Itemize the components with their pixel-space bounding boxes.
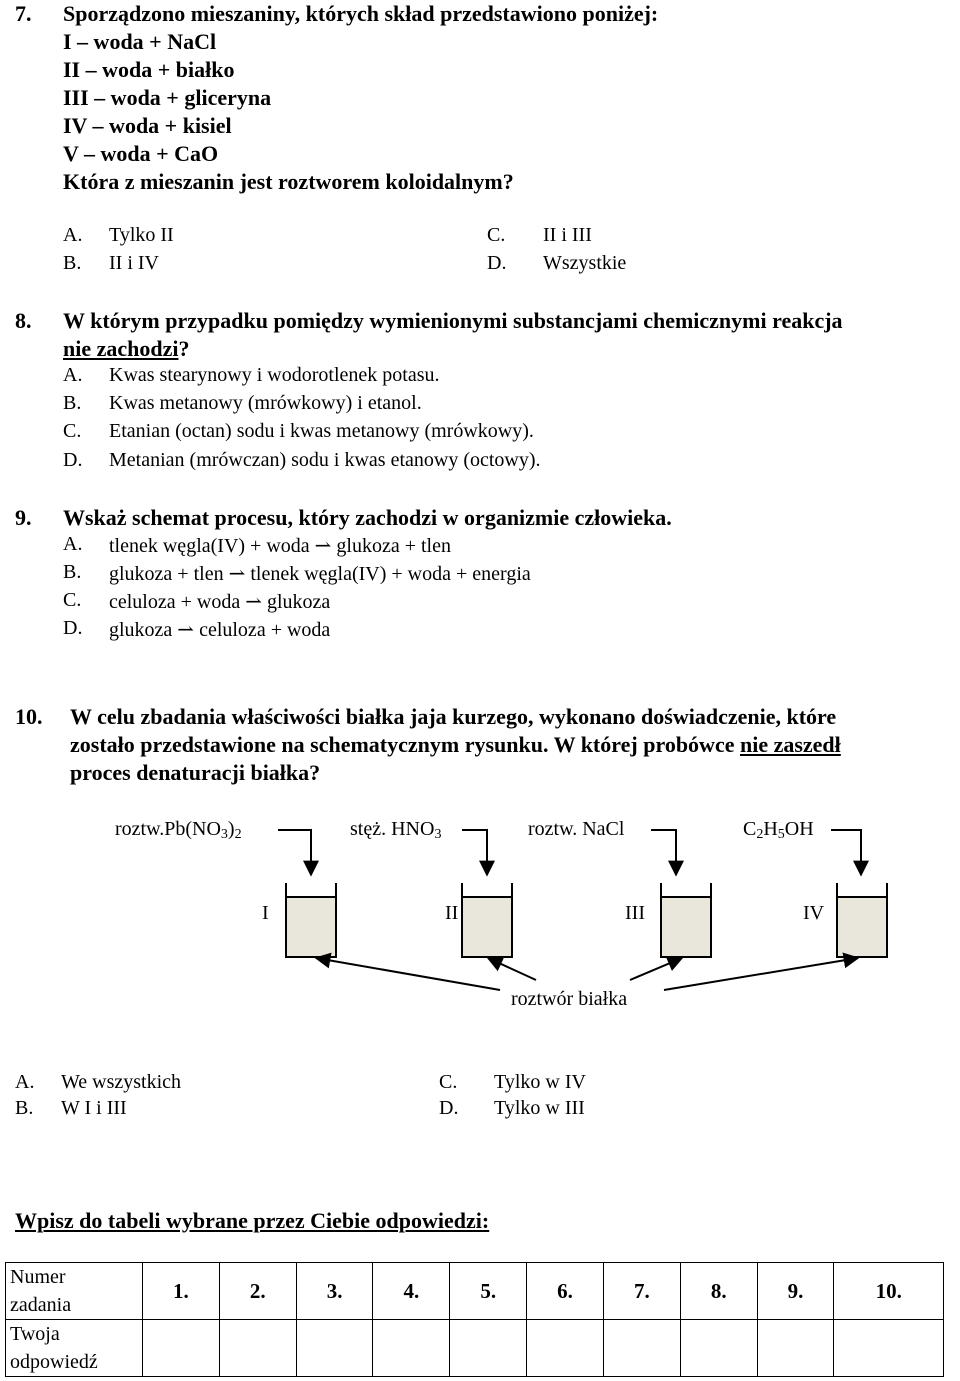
tube-label-1: I [262,902,269,924]
q8-option-letter: A. [63,364,83,386]
q7-mixture: III – woda + gliceryna [63,85,272,110]
q10-stem-line3: proces denaturacji białka? [70,760,321,785]
answer-cell[interactable] [296,1320,373,1377]
task-number-cell: 6. [527,1263,604,1320]
q9-stem: Wskaż schemat procesu, który zachodzi w organizmie człowieka. [63,505,672,530]
q10-option-letter: B. [15,1097,34,1119]
answer-cell[interactable] [143,1320,220,1377]
q8-option-text: Kwas metanowy (mrówkowy) i etanol. [109,392,422,414]
task-number-cell: 8. [680,1263,757,1320]
q10-option-text: Tylko w IV [494,1071,586,1093]
reagent-arrow-3 [651,830,676,875]
protein-arrow-3 [630,958,682,980]
q7-option-letter: B. [63,252,82,274]
test-tube-3 [661,897,711,957]
answer-cell[interactable] [527,1320,604,1377]
q7-mixture: V – woda + CaO [63,141,219,166]
answer-cell[interactable] [757,1320,834,1377]
table-row [6,1263,944,1320]
table-row [6,1320,944,1377]
q7-option-text: Tylko II [109,224,174,246]
answer-table-heading: Wpisz do tabeli wybrane przez Ciebie odpowiedzi: [15,1208,490,1233]
q7-stem: Sporządzono mieszaniny, których skład przedstawiono poniżej: [63,1,659,26]
tube-label-3: III [625,902,645,924]
tube-label-4: IV [803,902,825,924]
q9-option-text: glukoza + tlen ⇀ tlenek węgla(IV) + woda + energia [109,563,531,585]
q8-option-letter: B. [63,392,82,414]
task-number-cell: 3. [296,1263,373,1320]
reagent-arrow-2 [462,830,487,875]
q10-option-letter: A. [15,1071,35,1093]
protein-solution-label: roztwór białka [511,988,628,1010]
reagent-label-2: stęż. $HNO_3$ [350,818,442,842]
q10-option-letter: C. [439,1071,458,1093]
row-label-your-answer: Twoja odpowiedź [6,1320,143,1377]
q8-stem: W którym przypadku pomiędzy wymienionymi substancjami chemicznymi reakcja [63,308,843,333]
q9-option-letter: A. [63,533,83,555]
q7-option-text: II i III [543,224,592,246]
task-number-cell: 1. [143,1263,220,1320]
q7-mixture: II – woda + białko [63,57,235,82]
q10-underlined: nie zaszedł [739,732,841,757]
answer-cell[interactable] [603,1320,680,1377]
q8-number: 8. [15,308,32,333]
q7-option-letter: A. [63,224,83,246]
task-number-cell: 4. [373,1263,450,1320]
q8-question-mark: ? [178,336,190,361]
q8-option-text: Metanian (mrówczan) sodu i kwas etanowy (octowy). [109,449,541,471]
q10-option-text: W I i III [61,1097,127,1119]
q7-option-text: II i IV [109,252,159,274]
q9-option-text: tlenek węgla(IV) + woda ⇀ glukoza + tlen [109,535,451,557]
protein-arrow-4 [664,958,858,990]
q8-option-text: Kwas stearynowy i wodorotlenek potasu. [109,364,440,386]
task-number-cell: 7. [603,1263,680,1320]
answer-cell[interactable] [373,1320,450,1377]
q9-option-letter: C. [63,589,82,611]
q10-option-letter: D. [439,1097,459,1119]
q8-option-letter: C. [63,420,82,442]
q8-option-text: Etanian (octan) sodu i kwas metanowy (mrówkowy). [109,420,534,442]
task-number-cell: 2. [219,1263,296,1320]
q7-option-letter: D. [487,252,507,274]
test-tube-4 [837,897,887,957]
answer-table [5,1262,944,1377]
q9-option-text: glukoza ⇀ celuloza + woda [109,619,331,641]
protein-arrow-1 [316,958,500,990]
answer-cell[interactable] [834,1320,944,1377]
row-label-task-number: Numer zadania [6,1263,143,1320]
q8-underlined: nie zachodzi [63,336,179,361]
answer-cell[interactable] [450,1320,527,1377]
protein-arrow-2 [488,958,536,980]
reagent-arrow-1 [278,830,311,875]
q9-number: 9. [15,505,32,530]
q7-mixture: IV – woda + kisiel [63,113,232,138]
q9-option-letter: B. [63,561,82,583]
q7-number: 7. [15,1,32,26]
q9-option-letter: D. [63,617,83,639]
q10-stem-pre: zostało przedstawione na schematycznym rysunku. W której probówce [70,732,740,757]
q7-mixture: I – woda + NaCl [63,29,217,54]
q10-stem: W celu zbadania właściwości białka jaja kurzego, wykonano doświadczenie, które [70,704,837,729]
reagent-label-4: $C_2H_5OH$ [743,818,814,842]
test-tube-2 [462,897,512,957]
answer-cell[interactable] [219,1320,296,1377]
reagent-arrow-4 [831,830,861,875]
task-number-cell: 10. [834,1263,944,1320]
q10-option-text: Tylko w III [494,1097,585,1119]
tube-label-2: II [445,902,459,924]
q10-number: 10. [15,704,43,729]
q8-option-letter: D. [63,449,83,471]
answer-cell[interactable] [680,1320,757,1377]
q7-question: Która z mieszanin jest roztworem koloidalnym? [63,169,514,194]
task-number-cell: 9. [757,1263,834,1320]
reagent-label-3: roztw. NaCl [528,818,625,840]
q7-option-letter: C. [487,224,506,246]
q7-option-text: Wszystkie [543,252,627,274]
q9-option-text: celuloza + woda ⇀ glukoza [109,591,331,613]
test-tube-1 [286,897,336,957]
task-number-cell: 5. [450,1263,527,1320]
reagent-label-1: $roztw.Pb(NO_3)_2$ [115,818,242,842]
q10-option-text: We wszystkich [61,1071,182,1093]
